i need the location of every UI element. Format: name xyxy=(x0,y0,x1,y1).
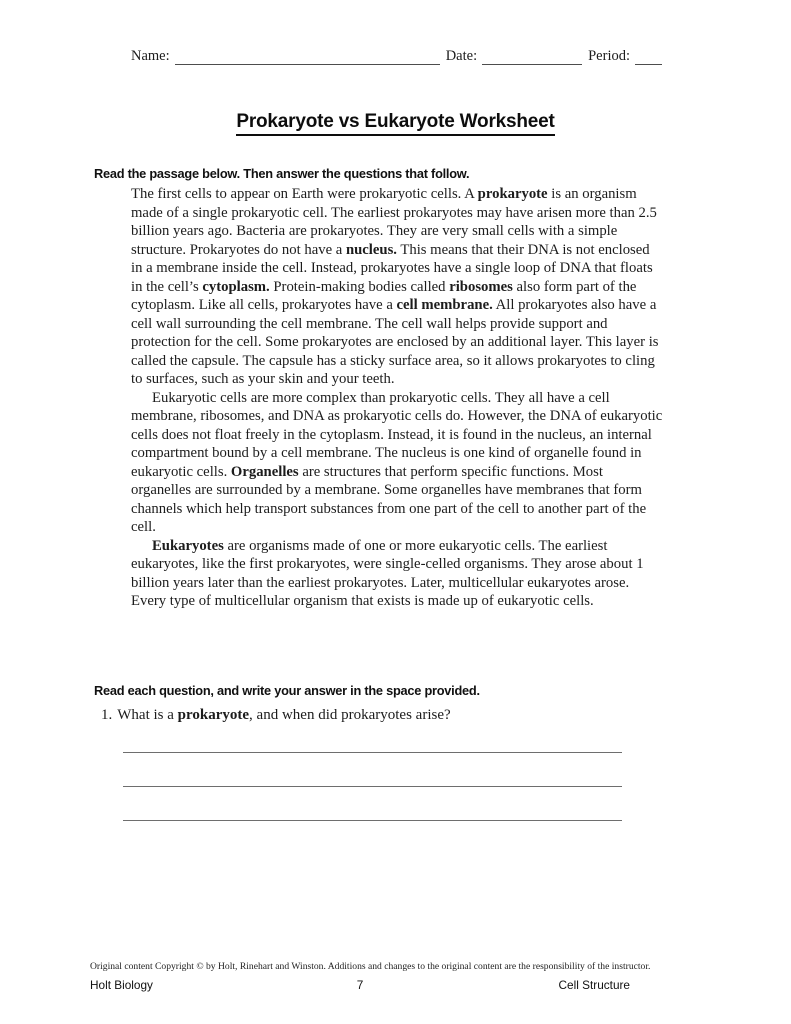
name-date-period-row xyxy=(131,47,662,65)
name-label: Name: xyxy=(131,48,170,64)
period-blank-line[interactable] xyxy=(635,49,662,65)
question-1 xyxy=(101,706,654,725)
question-1-number: 1. xyxy=(101,707,113,723)
footer-row xyxy=(90,978,630,992)
passage-instruction: Read the passage below. Then answer the questions that follow. xyxy=(94,166,470,181)
passage-paragraph-2: Eukaryotic cells are more complex than prokaryotic cells. They all have a cell membrane, ribosomes, and DNA as prokaryotic cells do. However, the DNA of eukaryotic cells does not float freely in the cytoplasm. Instead, it is found in the nucleus, an internal compartment bound by a cell membrane. The nucleus is one kind of organelle found in eukaryotic cells. Organelles are structures that perform specific functions. Most organelles are surrounded by a membrane. Some organelles have membranes that form channels which help transport substances from one part of the cell to another part of the cell. xyxy=(131,389,663,535)
footer-page-number: 7 xyxy=(356,978,364,992)
answer-blank-line[interactable] xyxy=(123,725,622,753)
date-label: Date: xyxy=(445,48,478,64)
copyright-notice: Original content Copyright © by Holt, Rinehart and Winston. Additions and changes to the original content are the responsibility of the instructor. xyxy=(90,961,651,972)
date-blank-line[interactable] xyxy=(482,49,582,65)
answer-lines xyxy=(123,725,622,821)
footer-book-title: Holt Biology xyxy=(90,978,153,992)
passage-paragraph-1: The first cells to appear on Earth were prokaryotic cells. A prokaryote is an organism made of a single prokaryotic cell. The earliest prokaryotes may have arisen more than 2.5 billion years ago. Bacteria are prokaryotes. They are very small cells with a simple structure. Prokaryotes do not have a nucleus. This means that their DNA is not enclosed in a membrane inside the cell. Instead, prokaryotes have a single loop of DNA that floats in the cell’s cytoplasm. Protein-making bodies called ribosomes also form part of the cytoplasm. Like all cells, prokaryotes have a cell membrane. All prokaryotes also have a cell wall surrounding the cell membrane. The cell wall helps provide support and protection for the cell. Some prokaryotes are enclosed by an additional layer. This layer is called the capsule. The capsule has a sticky surface area, so it allows prokaryotes to cling to surfaces, such as your skin and your teeth. xyxy=(131,186,659,387)
answer-blank-line[interactable] xyxy=(123,787,622,821)
question-section xyxy=(94,683,654,821)
page-footer xyxy=(90,961,651,992)
question-1-text: What is a prokaryote, and when did prokaryotes arise? xyxy=(117,707,451,723)
title-container xyxy=(0,111,791,136)
passage-text xyxy=(131,185,664,611)
page-title: Prokaryote vs Eukaryote Worksheet xyxy=(236,111,554,136)
questions-instruction: Read each question, and write your answer in the space provided. xyxy=(94,683,480,698)
footer-chapter-title: Cell Structure xyxy=(558,978,630,992)
passage-paragraph-3: Eukaryotes are organisms made of one or more eukaryotic cells. The earliest eukaryotes, like the first prokaryotes, were single-celled organisms. They arose about 1 billion years later than the earliest prokaryotes. Later, multicellular eukaryotes arose. Every type of multicellular organism that exists is made up of eukaryotic cells. xyxy=(131,537,644,609)
period-label: Period: xyxy=(588,48,630,64)
answer-blank-line[interactable] xyxy=(123,753,622,787)
name-blank-line[interactable] xyxy=(175,49,440,65)
